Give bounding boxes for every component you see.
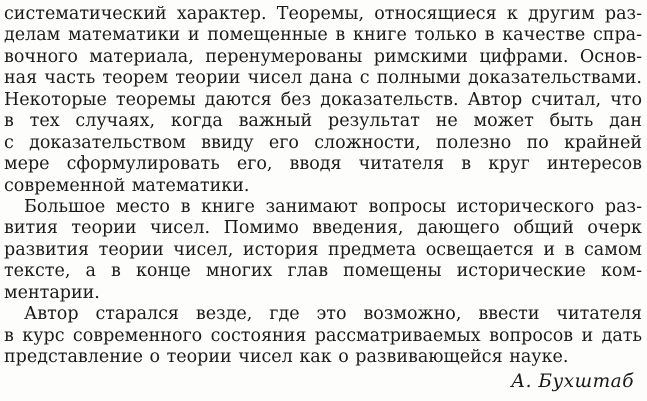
- text-line: ная часть теорем теории чисел дана с полными доказательствами.: [4, 68, 642, 89]
- text-line: Некоторые теоремы даются без доказательств. Автор считал, что: [4, 89, 642, 110]
- text-line: в курс современного состояния рассматриваемых вопросов и дать: [4, 325, 642, 346]
- text-line: развития теории чисел, история предмета освещается и в самом: [4, 239, 642, 260]
- text-line: представление о теории чисел как о развивающейся науке.: [4, 347, 569, 367]
- text-line: систематический характер. Теоремы, относящиеся к другим раз-: [4, 4, 642, 24]
- text-line: с доказательством ввиду его сложности, полезно по крайней: [4, 132, 642, 153]
- text-line: в тех случаях, когда важный результат не может быть дан: [4, 111, 642, 132]
- text-line: мере сформулировать его, вводя читателя в круг интересов: [4, 154, 642, 175]
- text-line: вочного материала, перенумерованы римскими цифрами. Основ-: [4, 46, 642, 67]
- text-line: тексте, а в конце многих глав помещены исторические ком-: [4, 261, 642, 282]
- text-line: вития теории чисел. Помимо введения, дающего общий очерк: [4, 218, 642, 239]
- author-signature: А. Бухштаб: [511, 371, 634, 392]
- text-line: современной математики.: [4, 175, 250, 196]
- text-line: Автор старался везде, где это возможно, ввести читателя: [24, 304, 642, 325]
- text-line: делам математики и помещенные в книге только в качестве спра-: [4, 25, 642, 46]
- page-text: [4, 4, 642, 368]
- text-line: ментарии.: [4, 282, 100, 303]
- text-line: Большое место в книге занимают вопросы исторического раз-: [24, 196, 642, 217]
